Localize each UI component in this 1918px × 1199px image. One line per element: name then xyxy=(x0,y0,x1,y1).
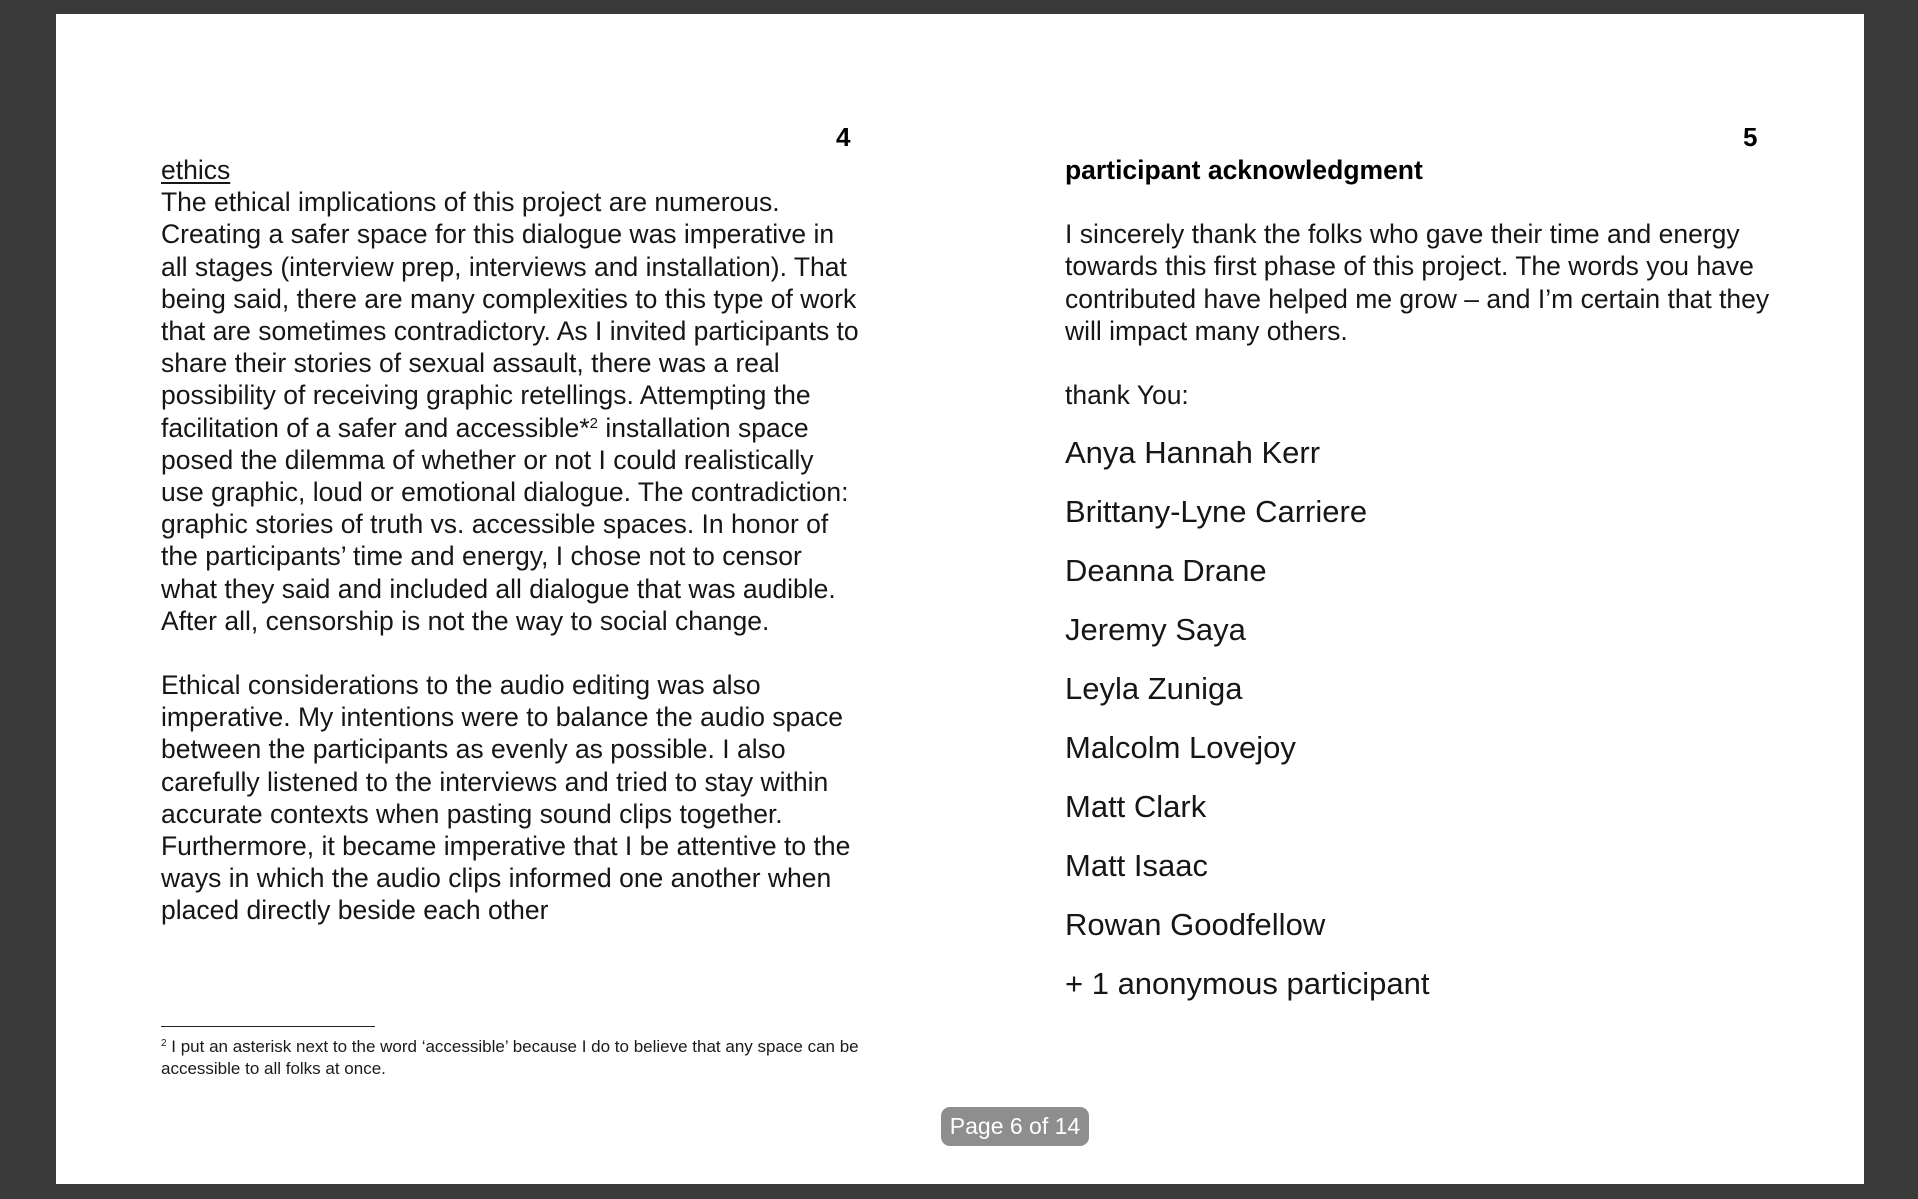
right-page-content xyxy=(1065,154,1785,1013)
participant-name: Deanna Drane xyxy=(1065,553,1267,589)
ethics-paragraph-2: Ethical considerations to the audio editing was also imperative. My intentions were to balance the audio space between the participants as evenly as possible. I also carefully listened to the interviews and tried to stay within accurate contexts when pasting sound clips together. Furthermore, it became imperative that I be attentive to the ways in which the audio clips informed one another when placed directly beside each other xyxy=(161,670,851,926)
ethics-paragraph-1-text-a: The ethical implications of this project are numerous. Creating a safer space for this dialogue was imperative in all stages (interview prep, interviews and installation). That being said, there are many complexities to this type of work that are sometimes contradictory. As I invited participants to share their stories of sexual assault, there was a real possibility of receiving graphic retellings. Attempting the facilitation of a safer and accessible* xyxy=(161,187,859,443)
section-heading-ethics: ethics xyxy=(161,155,231,185)
participant-name: Malcolm Lovejoy xyxy=(1065,730,1296,766)
footnote-divider xyxy=(161,1026,375,1027)
left-page-content xyxy=(161,154,861,927)
ethics-paragraph-1-text-b: installation space posed the dilemma of whether or not I could realistically use graphic, loud or emotional dialogue. The contradiction: graphic stories of truth vs. accessible spaces. In honor of the participants’ time and energy, I chose not to censor what they said and included all dialogue that was audible. After all, censorship is not the way to social change. xyxy=(161,412,849,636)
section-heading-acknowledgment: participant acknowledgment xyxy=(1065,155,1423,185)
acknowledgment-intro: I sincerely thank the folks who gave their time and energy towards this first phase of this project. The words you have contributed have helped me grow – and I’m certain that they will impact many others. xyxy=(1065,219,1770,346)
anonymous-participant: + 1 anonymous participant xyxy=(1065,966,1430,1002)
participant-name: Jeremy Saya xyxy=(1065,612,1246,648)
footnote-reference[interactable]: 2 xyxy=(589,414,599,432)
participant-name: Rowan Goodfellow xyxy=(1065,907,1326,943)
ethics-paragraph-1 xyxy=(161,186,861,637)
participant-name: Matt Clark xyxy=(1065,789,1207,825)
footnote-text: I put an asterisk next to the word ‘accessible’ because I do to believe that any space can be accessible to all folks at once. xyxy=(161,1037,859,1078)
participant-list xyxy=(1065,423,1785,1013)
page-spread xyxy=(56,14,1864,1184)
page-number-right: 5 xyxy=(1743,122,1758,152)
participant-name: Brittany-Lyne Carriere xyxy=(1065,494,1368,530)
participant-name: Leyla Zuniga xyxy=(1065,671,1243,707)
page-indicator: Page 6 of 14 xyxy=(941,1107,1089,1146)
footnote-number: 2 xyxy=(161,1038,167,1049)
footnote xyxy=(161,1036,861,1079)
participant-name: Matt Isaac xyxy=(1065,848,1208,884)
thank-you-label: thank You: xyxy=(1065,380,1189,411)
page-number-left: 4 xyxy=(836,122,851,152)
participant-name: Anya Hannah Kerr xyxy=(1065,435,1321,471)
